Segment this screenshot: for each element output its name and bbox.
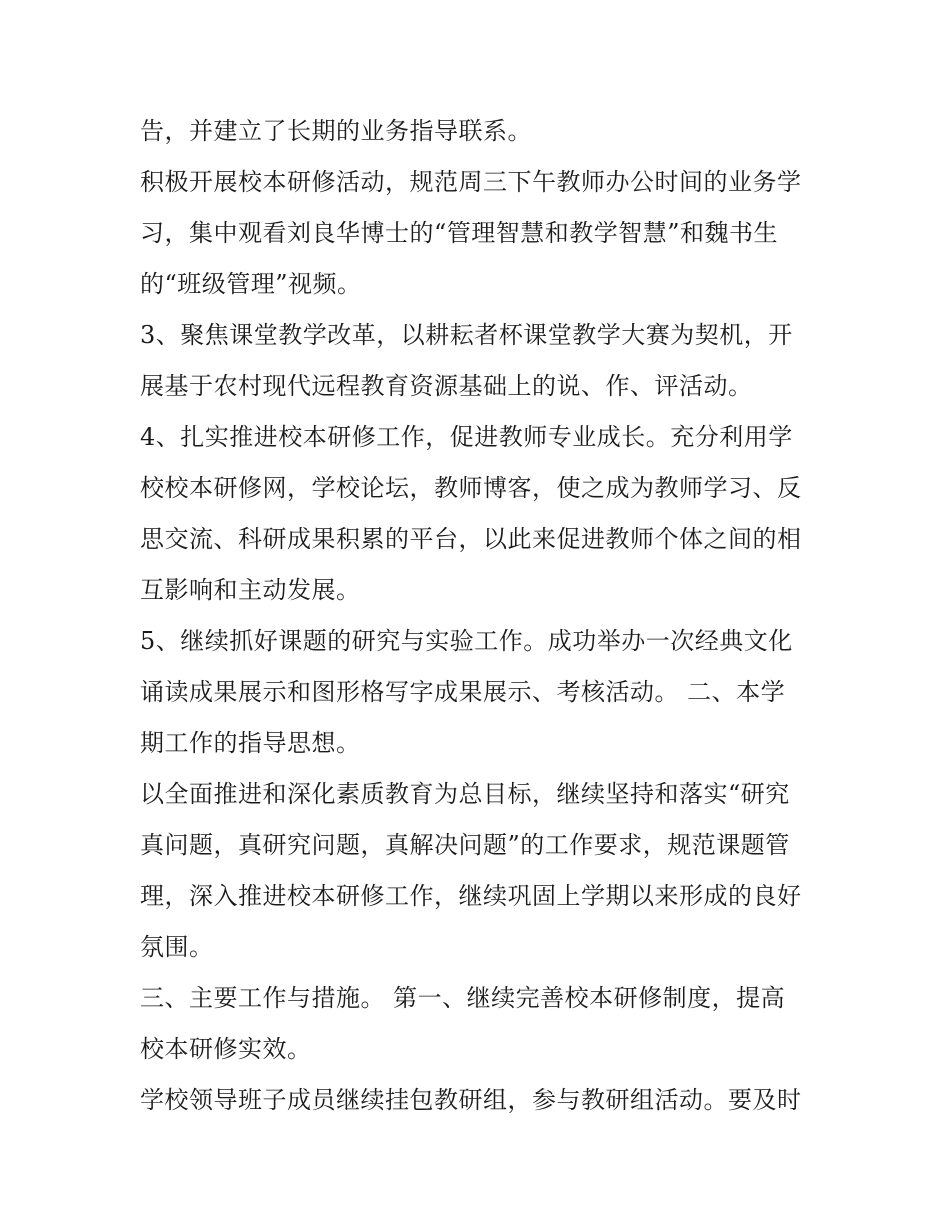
text-line: 期工作的指导思想。	[140, 729, 361, 757]
text-line: 告，并建立了长期的业务指导联系。	[140, 117, 532, 145]
text-line: 诵读成果展示和图形格写字成果展示、考核活动。 二、本学	[140, 678, 786, 706]
text-line: 校校本研修网，学校论坛，教师博客，使之成为教师学习、反	[140, 474, 802, 502]
text-line: 积极开展校本研修活动，规范周三下午教师办公时间的业务学	[140, 168, 802, 196]
text-line: 4、扎实推进校本研修工作，促进教师专业成长。充分利用学	[140, 423, 793, 451]
text-line: 三、主要工作与措施。 第一、继续完善校本研修制度，提高	[140, 984, 786, 1012]
text-line: 校本研修实效。	[140, 1035, 312, 1063]
text-line: 的“班级管理”视频。	[140, 270, 362, 298]
text-line: 理，深入推进校本研修工作，继续巩固上学期以来形成的良好	[140, 882, 802, 910]
document-body	[140, 106, 820, 1126]
text-line: 以全面推进和深化素质教育为总目标，继续坚持和落实“研究	[140, 780, 790, 808]
text-line: 5、继续抓好课题的研究与实验工作。成功举办一次经典文化	[140, 627, 793, 655]
text-line: 学校领导班子成员继续挂包教研组，参与教研组活动。要及时	[140, 1086, 802, 1114]
text-line: 氛围。	[140, 933, 214, 961]
text-line: 互影响和主动发展。	[140, 576, 361, 604]
text-line: 真问题，真研究问题，真解决问题”的工作要求，规范课题管	[140, 831, 790, 859]
text-line: 3、聚焦课堂教学改革，以耕耘者杯课堂教学大赛为契机，开	[140, 321, 793, 349]
text-line: 展基于农村现代远程教育资源基础上的说、作、评活动。	[140, 372, 753, 400]
text-line: 习，集中观看刘良华博士的“管理智慧和教学智慧”和魏书生	[140, 219, 779, 247]
text-line: 思交流、科研成果积累的平台，以此来促进教师个体之间的相	[140, 525, 802, 553]
